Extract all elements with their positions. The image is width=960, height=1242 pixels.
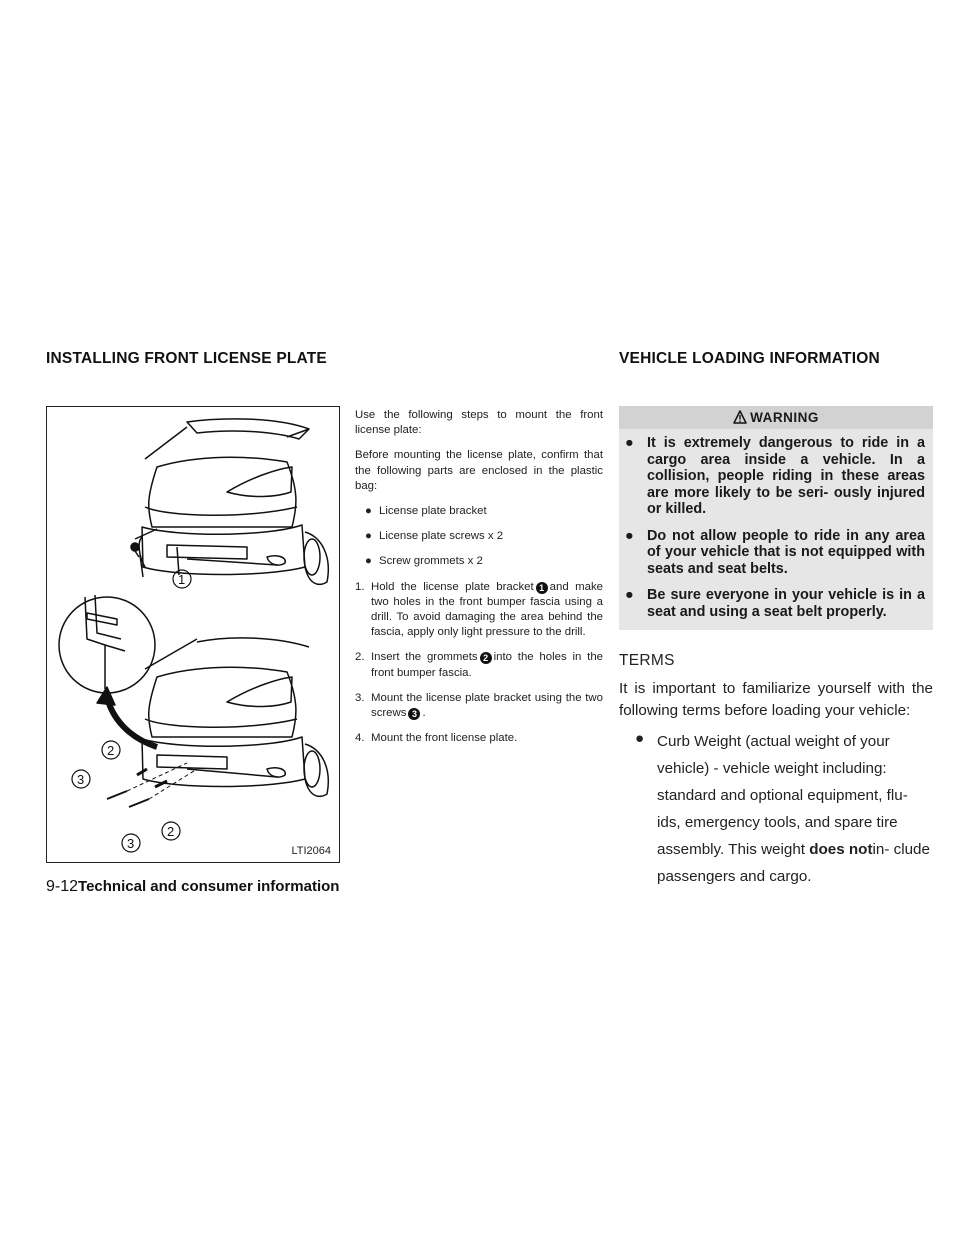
terms-section [619, 650, 933, 890]
bullet-icon: ● [365, 555, 372, 568]
bullet-icon: ● [365, 530, 372, 543]
callout-ref-icon: 3 [408, 708, 420, 720]
warning-triangle-icon [733, 410, 747, 424]
bullet-icon: ● [635, 730, 645, 747]
bullet-icon: ● [625, 527, 634, 544]
license-plate-illustration [46, 406, 340, 863]
callout-2-lower: 2 [167, 824, 175, 839]
step-1: 1. Hold the license plate bracket 1 and make two holes in the front bumper fascia using a drill. To avoid damaging the area behind the fascia, apply only light pressure to the drill. [355, 580, 603, 639]
bullet-icon: ● [365, 505, 372, 518]
list-item: ● License plate bracket [355, 504, 603, 519]
bullet-icon: ● [625, 435, 634, 451]
warning-box [619, 406, 933, 630]
step-3: 3. Mount the license plate bracket using the two screws 3 . [355, 691, 603, 720]
page-number: 9-12 [46, 878, 79, 895]
list-item: ● Curb Weight (actual weight of your vehicle) - vehicle weight including: standard and optional equipment, flu- ids, emergency tools, and spare tire assembly. This weight does notin- clude passengers and cargo. [619, 728, 933, 890]
terms-heading: TERMS [619, 652, 675, 669]
warning-item: ● Be sure everyone in your vehicle is in a seat and using a seat belt properly. [625, 587, 925, 620]
callout-3: 3 [77, 772, 85, 787]
callout-3-lower: 3 [127, 836, 135, 851]
callout-ref-icon: 2 [480, 652, 492, 664]
callout-2: 2 [107, 743, 115, 758]
install-intro: Use the following steps to mount the front license plate: [355, 409, 603, 437]
section-title-license-plate: INSTALLING FRONT LICENSE PLATE [46, 350, 327, 367]
list-item: ● License plate screws x 2 [355, 529, 603, 544]
install-instructions [355, 408, 603, 756]
warning-header [619, 406, 933, 429]
list-item: ● Screw grommets x 2 [355, 554, 603, 569]
install-before: Before mounting the license plate, confirm that the following parts are enclosed in the plastic bag: [355, 449, 603, 492]
callout-1: 1 [178, 572, 186, 587]
section-title-vehicle-loading: VEHICLE LOADING INFORMATION [619, 350, 880, 367]
terms-intro: It is important to familiarize yourself with the following terms before loading your vehicle: [619, 680, 933, 719]
bullet-icon: ● [625, 587, 634, 603]
step-2: 2. Insert the grommets 2 into the holes in the front bumper fascia. [355, 651, 603, 679]
footer-section: Technical and consumer information [78, 878, 340, 895]
figure-code: LTI2064 [291, 845, 331, 857]
callout-ref-icon: 1 [536, 582, 548, 594]
vehicle-front-drawing [47, 407, 341, 864]
warning-item: ● It is extremely dangerous to ride in a cargo area inside a vehicle. In a collision, people riding in these areas are more likely to be seri- ously injured or killed. [625, 435, 925, 517]
warning-title: WARNING [750, 410, 819, 425]
page-footer [46, 878, 339, 896]
warning-item: ● Do not allow people to ride in any area of your vehicle that is not equipped with seats and seat belts. [625, 527, 925, 577]
step-4: 4. Mount the front license plate. [355, 732, 518, 745]
